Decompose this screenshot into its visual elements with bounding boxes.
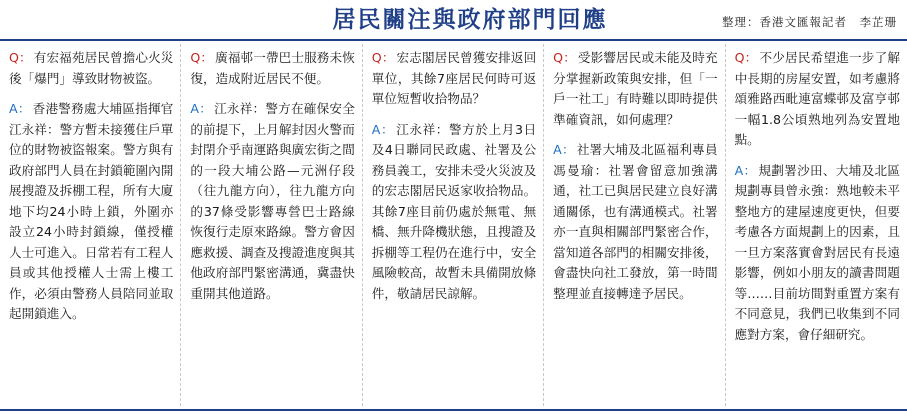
qa-column-3 [363, 44, 544, 406]
question-label: Q： [734, 50, 758, 65]
question-text: 有宏福苑居民曾擔心火災後「爆門」導致財物被盜。 [9, 50, 174, 86]
question-label: Q： [553, 50, 576, 65]
question [735, 48, 900, 151]
answer-text: 規劃署沙田、大埔及北區規劃專員曾永強：熟地較未平整地方的建屋速度更快，但要考慮各方面規劃上的因素，且一旦方案落實會對居民有長遠影響，例如小朋友的讀書問題等……目前坊間對重置方案有不同意見，我們已收集到不同應對方案，會仔細研究。 [734, 162, 900, 342]
qa-column-1 [0, 44, 181, 406]
answer [190, 99, 354, 304]
answer-text: 江永祥：警方於上月3日及4日聯同民政處、社署及公務員義工，安排未受火災波及的宏志閣居民返家收拾物品。其餘7座目前仍處於無電、無橋、無升降機狀態，且搜證及拆棚等工程仍在進行中，安全風險較高，故暫未具備開放條件，敬請居民諒解。 [371, 121, 537, 301]
answer [735, 161, 900, 346]
question-text: 宏志閣居民曾獲安排返回單位，其餘7座居民何時可返單位短暫收拾物品？ [371, 50, 537, 106]
answer-label: A： [734, 162, 757, 178]
question [372, 48, 536, 110]
qa-column-4 [544, 44, 725, 406]
answer-text: 社署大埔及北區福利專員馮曼瑜：社署會留意加強溝通，社工已與居民建立良好溝通關係，也有溝通模式。社署亦一直與相關部門緊密合作，當知道各部門的相關安排後，會盡快向社工發放，第一時間整理並直接轉達予居民。 [553, 142, 718, 301]
question [9, 48, 173, 89]
page-title: 居民關注與政府部門回應 [332, 7, 608, 33]
question-label: Q： [190, 50, 214, 65]
answer [553, 140, 717, 304]
answer-label: A： [553, 142, 575, 157]
answer [9, 99, 173, 325]
bottom-rule [0, 409, 907, 411]
answer-label: A： [190, 101, 213, 116]
answer-label: A： [9, 101, 31, 116]
answer-text: 香港警務處大埔區指揮官江永祥：警方暫未接獲住戶單位的財物被盜報案。警方與有政府部門人員在封鎖範圍內開展搜證及拆棚工程，所有大廈地下均24小時上鎖，外圍亦設立24小時封鎖線，僅授權人士可進入。日常若有工程人員或其他授權人士需上樓工作，必須由警務人員陪同並取起開鎖進入。 [9, 101, 174, 321]
top-rule [0, 39, 907, 41]
question-text: 受影響居民或未能及時充分掌握新政策與安排，但「一戶一社工」有時難以即時提供準確資訊，如何處理？ [553, 50, 718, 127]
qa-column-5 [726, 44, 907, 406]
question [553, 48, 717, 130]
question-text: 廣福邨一帶巴士服務未恢復，造成附近居民不便。 [190, 50, 355, 86]
header [0, 0, 907, 40]
answer-label: A： [371, 121, 395, 137]
qa-columns [0, 44, 907, 406]
answer-text: 江永祥：警方在確保安全的前提下，上月解封因火警而封閉介乎南運路與廣宏街之間的一段大埔公路—元洲仔段（往九龍方向），往九龍方向的37條受影響專營巴士路線恢復行走原來路線。警方會因應救援、調查及搜證進度與其他政府部門緊密溝通，冀盡快重開其他道路。 [190, 101, 355, 301]
question-text: 不少居民希望進一步了解中長期的房屋安置，如考慮將頌雅路西毗連富蝶邨及富亨邨一幅1.8公頃熟地列為安置地點。 [734, 50, 900, 147]
byline: 整理：香港文匯報記者 李芷珊 [722, 15, 897, 29]
question-label: Q： [9, 50, 32, 65]
qa-column-2 [181, 44, 362, 406]
question-label: Q： [371, 50, 395, 65]
answer [372, 120, 536, 305]
question [190, 48, 354, 89]
